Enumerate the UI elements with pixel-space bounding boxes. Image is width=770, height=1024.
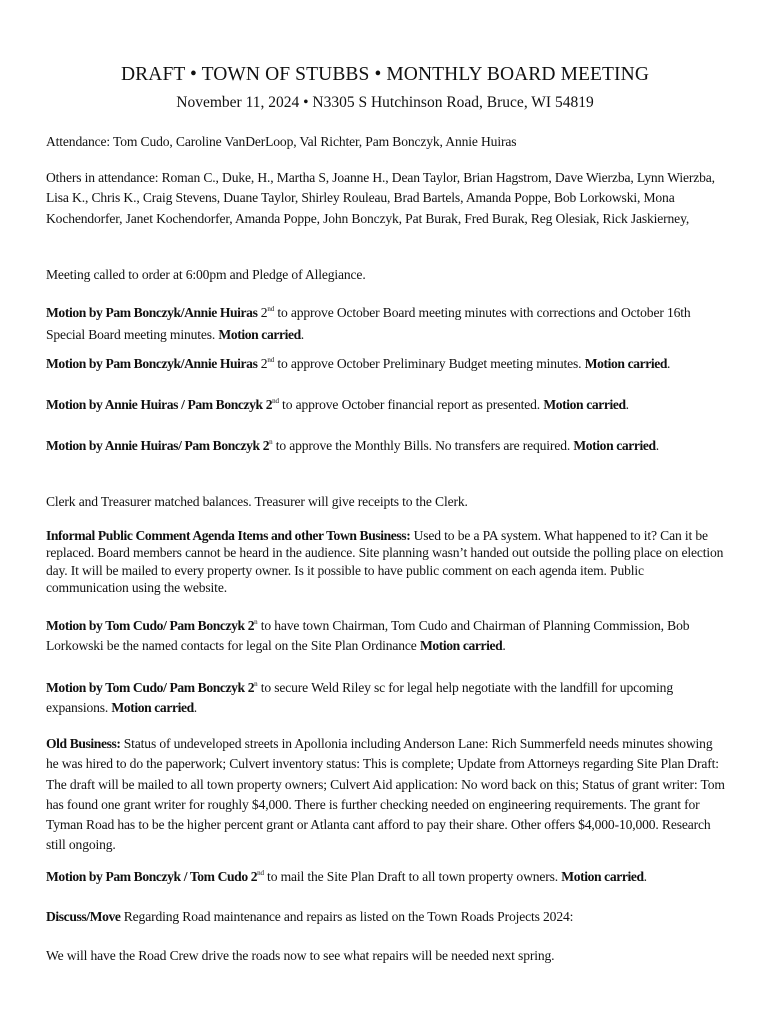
discuss-move-heading: Discuss/Move bbox=[46, 909, 121, 924]
motion-end: . bbox=[193, 700, 198, 716]
motion-result: Motion carried bbox=[218, 327, 301, 342]
motion-mover: Motion by Annie Huiras / Pam Bonczyk 2 bbox=[46, 397, 273, 412]
ordinal-number: 2 bbox=[260, 305, 268, 320]
old-business-section bbox=[46, 734, 726, 856]
old-business-heading: Old Business: bbox=[46, 736, 121, 751]
motion-text: to secure Weld Riley sc for legal help negotiate with the landfill for upcoming expansions. bbox=[46, 680, 673, 716]
motion-end: . bbox=[655, 438, 659, 453]
motion-end: . bbox=[502, 638, 506, 654]
motion-text: to approve October financial report as presented. bbox=[278, 397, 544, 412]
motion-result: Motion carried bbox=[573, 438, 656, 453]
public-comment-text: Used to be a PA system. What happened to it? Can it be replaced. Board members cannot be heard in the audience. Site planning wasn’t handed out outside the polling place on election day. It will be mailed to every property owner. Is it possible to have public comment on each agenda item. Public communication using the website. bbox=[46, 528, 724, 596]
motion-text: to approve the Monthly Bills. No transfers are required. bbox=[272, 438, 574, 453]
motion-monthly-bills bbox=[46, 436, 726, 456]
motion-legal-contacts bbox=[46, 616, 726, 657]
motion-mail-site-plan bbox=[46, 867, 726, 887]
ordinal-suffix: nd bbox=[267, 356, 275, 364]
ordinal-suffix: n bbox=[254, 618, 258, 626]
document-title: DRAFT • TOWN OF STUBBS • MONTHLY BOARD MEETING bbox=[120, 64, 650, 85]
motion-end: . bbox=[625, 397, 629, 412]
motion-mover: Motion by Pam Bonczyk/Annie Huiras bbox=[46, 356, 258, 371]
clerk-treasurer-note: Clerk and Treasurer matched balances. Treasurer will give receipts to the Clerk. bbox=[46, 494, 468, 509]
called-to-order: Meeting called to order at 6:00pm and Pledge of Allegiance. bbox=[46, 267, 366, 282]
motion-preliminary-budget bbox=[46, 354, 726, 374]
motion-mover: Motion by Annie Huiras/ Pam Bonczyk 2 bbox=[46, 438, 270, 453]
motion-end: . bbox=[667, 356, 671, 371]
discuss-move-text: Regarding Road maintenance and repairs as listed on the Town Roads Projects 2024: bbox=[120, 909, 574, 924]
motion-mover: Motion by Tom Cudo/ Pam Bonczyk 2 bbox=[46, 680, 255, 695]
motion-result: Motion carried bbox=[561, 869, 644, 884]
public-comment-section bbox=[46, 527, 726, 597]
motion-mover: Motion by Tom Cudo/ Pam Bonczyk 2 bbox=[46, 618, 255, 633]
motion-text: to approve October Preliminary Budget meeting minutes. bbox=[274, 356, 585, 371]
others-in-attendance: Others in attendance: Roman C., Duke, H., Martha S, Joanne H., Dean Taylor, Brian Hagstrom, Dave Wierzba, Lynn Wierzba, Lisa K., Chris K., Craig Stevens, Duane Taylor, Shirley Rouleau, Brad Bartels, Amanda Poppe, Bob Lorkowski, Mona Kochendorfer, Janet Kochendorfer, Amanda Poppe, John Bonczyk, Pat Burak, Fred Burak, Reg Olesiak, Rick Jaskierney, bbox=[46, 170, 715, 226]
discuss-move-section bbox=[46, 907, 726, 927]
attendance-line: Attendance: Tom Cudo, Caroline VanDerLoop, Val Richter, Pam Bonczyk, Annie Huiras bbox=[46, 134, 517, 149]
motion-result: Motion carried bbox=[419, 638, 503, 654]
ordinal-number: 2 bbox=[260, 356, 268, 371]
ordinal-suffix: n bbox=[269, 438, 273, 446]
motion-text: to mail the Site Plan Draft to all town property owners. bbox=[263, 869, 562, 884]
motion-result: Motion carried bbox=[543, 397, 626, 412]
motion-mover: Motion by Pam Bonczyk / Tom Cudo 2 bbox=[46, 869, 258, 884]
motion-weld-riley bbox=[46, 678, 726, 719]
old-business-text: Status of undeveloped streets in Apollonia including Anderson Lane: Rich Summerfeld needs minutes showing he was hired to do the paperwork; Culvert inventory status: This is complete; Update from Attorneys regarding Site Plan Draft: The draft will be mailed to all town property owners; Culvert Aid application: No word back on this; Status of grant writer: Tom has found one grant writer for roughly $4,000. There is further checking needed on engineering requirements. The grant for Tyman Road has to be the higher percent grant or Atlanta cant afford to pay their share. Other offers $4,000-10,000. Research still ongoing. bbox=[46, 736, 725, 853]
motion-end: . bbox=[300, 327, 305, 342]
motion-text: to approve October Board meeting minutes with corrections and October 16th Special Board meeting minutes. bbox=[46, 305, 691, 342]
motion-financial-report bbox=[46, 395, 726, 415]
motion-result: Motion carried bbox=[584, 356, 668, 371]
ordinal-suffix: nd bbox=[267, 305, 275, 313]
public-comment-heading: Informal Public Comment Agenda Items and other Town Business: bbox=[46, 528, 411, 543]
ordinal-suffix: n bbox=[254, 680, 258, 688]
road-crew-note: We will have the Road Crew drive the roads now to see what repairs will be needed next spring. bbox=[46, 948, 555, 963]
motion-end: . bbox=[643, 869, 647, 884]
motion-text: to have town Chairman, Tom Cudo and Chairman of Planning Commission, Bob Lorkowski be the named contacts for legal on the Site Plan Ordinance bbox=[46, 618, 690, 654]
motion-result: Motion carried bbox=[111, 700, 194, 716]
meeting-date-location: November 11, 2024 • N3305 S Hutchinson Road, Bruce, WI 54819 bbox=[176, 94, 594, 111]
ordinal-suffix: nd bbox=[257, 869, 264, 877]
motion-mover: Motion by Pam Bonczyk/Annie Huiras bbox=[46, 305, 258, 320]
ordinal-suffix: nd bbox=[272, 397, 279, 405]
motion-october-minutes bbox=[46, 302, 726, 346]
